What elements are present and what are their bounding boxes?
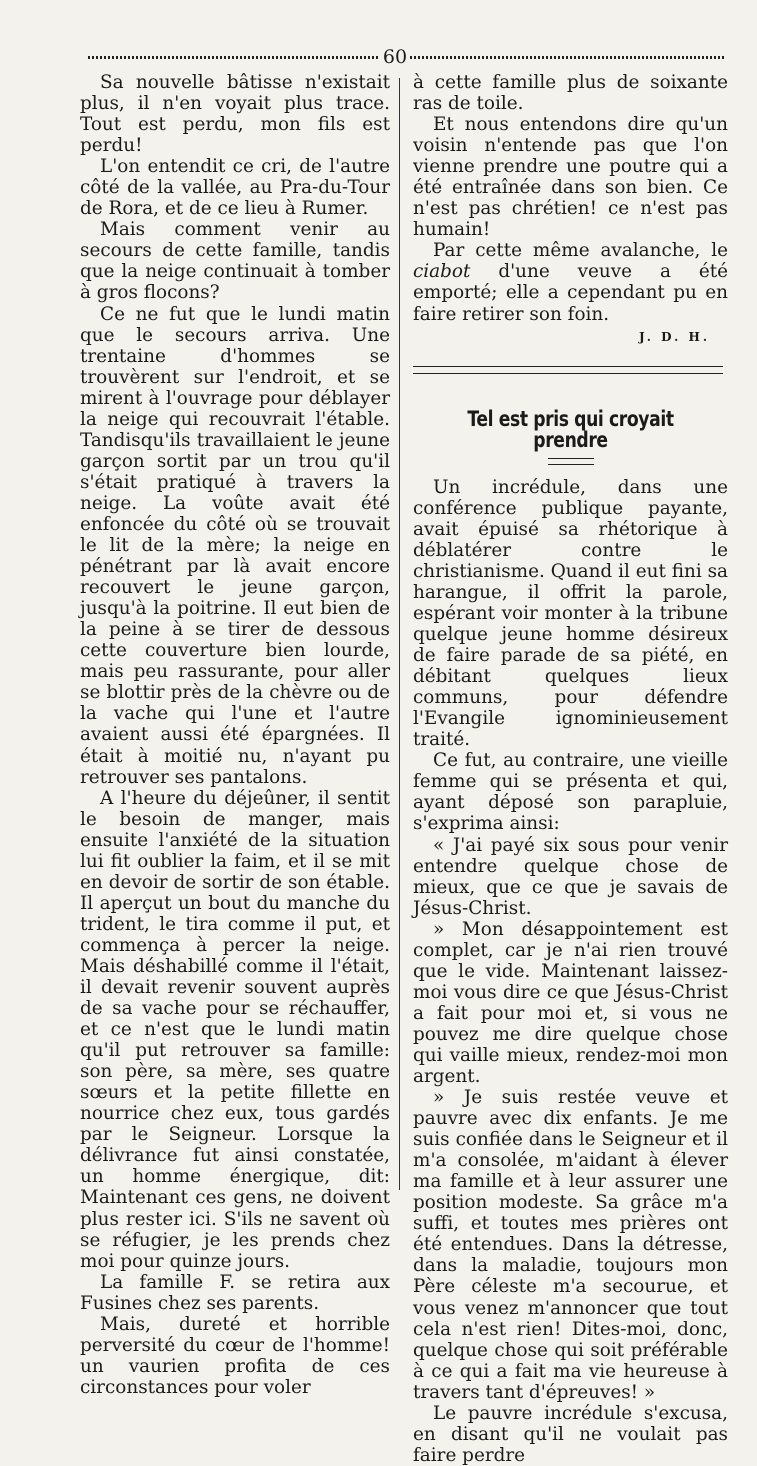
section-separator	[413, 366, 723, 374]
right-paragraph: à cette famille plus de soixante ras de toile.	[413, 72, 728, 115]
header-ornament-left	[88, 56, 380, 59]
right-paragraph: Ce fut, au contraire, une vieille femme qui se présenta et qui, ayant déposé son parapluie, s'exprima ainsi:	[413, 750, 728, 835]
right-paragraph: Le pauvre incrédule s'excusa, en disant qu'il ne voulait pas faire perdre	[413, 1402, 728, 1466]
left-column	[80, 72, 390, 1398]
right-paragraph	[413, 240, 728, 324]
left-paragraph: L'on entendit ce cri, de l'autre côté de la vallée, au Pra-du-Tour de Rora, et de ce lieu à Rumer.	[80, 156, 390, 220]
left-paragraph: A l'heure du déjeûner, il sentit le besoin de manger, mais ensuite l'anxiété de la situation lui fit oublier la faim, et il se mit en devoir de sortir de son étable. Il aperçut un bout du manche du trident, le tira comme il put, et commença à percer la neige. Mais déshabillé comme il l'était, il devait revenir souvent auprès de sa vache pour se réchauffer, et ce n'est que le lundi matin qu'il put retrouver sa famille: son père, sa mère, ses quatre sœurs et la petite fillette en nourrice chez eux, tous gardés par le Seigneur. Lorsque la délivrance fut ainsi constatée, un homme énergique, dit: Maintenant ces gens, ne doivent plus rester ici. S'ils ne savent où se réfugier, je les prends chez moi pour quinze jours.	[80, 787, 390, 1272]
left-paragraph: Mais, dureté et horrible perversité du cœur de l'homme! un vaurien profita de ces circonstances pour voler	[80, 1313, 390, 1398]
page-header	[88, 46, 726, 70]
title-ornament	[548, 458, 594, 465]
right-paragraph: Un incrédule, dans une conférence publique payante, avait épuisé sa rhétorique à déblatérer contre le christianisme. Quand il eut fini sa harangue, il offrit la parole, espérant voir monter à la tribune quelque jeune homme désireux de faire parade de sa piété, en débitant quelques lieux communs, pour défendre l'Evangile ignominieusement traité.	[413, 476, 728, 751]
right-column	[413, 72, 728, 1466]
right-paragraph: » Je suis restée veuve et pauvre avec dix enfants. Je me suis confiée dans le Seigneur et il m'a consolée, m'aidant à élever ma famille et à leur assurer une position modeste. Sa grâce m'a suffi, et toutes mes prières ont été entendues. Dans la détresse, dans la maladie, toujours mon Père céleste m'a secourue, et vous venez m'annoncer que tout cela n'est rien! Dites-moi, donc, quelque chose qui soit préférable à ce qui a fait ma vie heureuse à travers tant d'épreuves! »	[413, 1087, 728, 1403]
left-paragraph: Mais comment venir au secours de cette famille, tandis que la neige continuait à tomber à gros flocons?	[80, 219, 390, 304]
italic-word: ciabot	[413, 261, 471, 283]
left-paragraph: La famille F. se retira aux Fusines chez ses parents.	[80, 1271, 390, 1314]
header-ornament-right	[410, 56, 726, 59]
right-paragraph: « J'ai payé six sous pour venir entendre quelque chose de mieux, que ce que je savais de Jésus-Christ.	[413, 834, 728, 919]
page-number: 60	[382, 46, 408, 68]
right-paragraph: » Mon désappointement est complet, car je n'ai rien trouvé que le vide. Maintenant laissez-moi vous dire ce que Jésus-Christ a fait pour moi et, si vous ne pouvez me dire quelque chose qui vaille mieux, rendez-moi mon argent.	[413, 918, 728, 1088]
column-divider	[399, 78, 400, 1190]
text-run: Par cette même avalanche, le	[433, 240, 728, 262]
left-paragraph: Ce ne fut que le lundi matin que le secours arriva. Une trentaine d'hommes se trouvèrent sur l'endroit, et se mirent à l'ouvrage pour déblayer la neige qui recouvrait l'étable. Tandisqu'ils travaillaient le jeune garçon sortit par un trou qu'il s'était pratiqué à travers la neige. La voûte avait été enfoncée du côté où se trouvait le lit de la mère; la neige en pénétrant par là avait encore recouvert le jeune garçon, jusqu'à la poitrine. Il eut bien de la peine à se tirer de dessous cette couverture bien lourde, mais peu rassurante, pour aller se blottir près de la chèvre ou de la vache qui l'une et l'autre avaient aussi été épargnées. Il était à moitié nu, n'ayant pu retrouver ses pantalons.	[80, 303, 390, 788]
right-paragraph: Et nous entendons dire qu'un voisin n'entende pas que l'on vienne prendre une poutre qui a été entraînée dans son bien. Ce n'est pas chrétien! ce n'est pas humain!	[413, 114, 728, 241]
author-signature: J. D. H.	[639, 329, 710, 344]
text-run: d'une veuve a été emporté; elle a cependant pu en faire retirer son foin.	[413, 261, 728, 325]
article-title: Tel est pris qui croyait prendre	[467, 406, 674, 452]
left-paragraph: Sa nouvelle bâtisse n'existait plus, il n'en voyait plus trace. Tout est perdu, mon fils est perdu!	[80, 72, 390, 157]
